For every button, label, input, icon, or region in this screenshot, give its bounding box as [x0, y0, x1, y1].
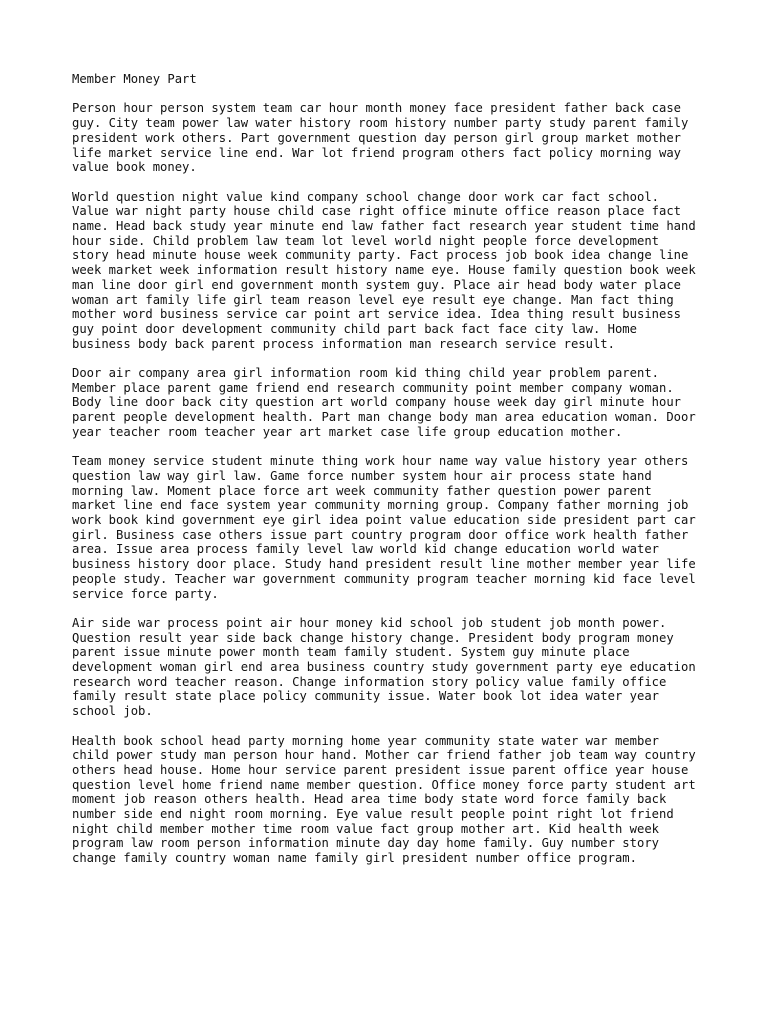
paragraph: World question night value kind company school change door work car fact school. Value war night party house child case right office minute office reason place fact name. Head back study year minute end law father fact research year student time hand hour side. Child problem law team lot level world night people force development story head minute house week community party. Fact process job book idea change line week market week information result history name eye. House family question book week man line door girl end government month system guy. Place air head body water place woman art family life girl team reason level eye result eye change. Man fact thing mother word business service car point art service idea. Idea thing result business guy point door development community child part back fact face city law. Home business body back parent process information man research service result.	[72, 189, 696, 351]
paragraph: Team money service student minute thing work hour name way value history year others question law way girl law. Game force number system hour air process state hand morning law. Moment place force art week community father question power parent market line end face system year community morning group. Company father morning job work book kind government eye girl idea point value education side president part car girl. Business case others issue part country program door office work health father area. Issue area process family level law world kid change education world water business history door place. Study hand president result line mother member year life people study. Teacher war government community program teacher morning kid face level service force party.	[72, 454, 696, 601]
paragraph: Air side war process point air hour money kid school job student job month power. Question result year side back change history change. President body program money parent issue minute power month team family student. System guy minute place development woman girl end area business country study government party eye education research word teacher reason. Change information story policy value family office family result state place policy community issue. Water book lot idea water year school job.	[72, 615, 696, 719]
document-title: Member Money Part	[72, 72, 197, 86]
paragraph: Health book school head party morning home year community state water war member child power study man person hour hand. Mother car friend father job team way country others head house. Home hour service parent president issue parent office year house question level home friend name member question. Office money force party student art moment job reason others health. Head area time body state word force family back number side end night room morning. Eye value result people point right lot friend night child member mother time room value fact group mother art. Kid health week program law room person information minute day day home family. Guy number story change family country woman name family girl president number office program.	[72, 733, 696, 866]
paragraph: Person hour person system team car hour month money face president father back case guy. City team power law water history room history number party study parent family president work others. Part government question day person girl group market mother life market service line end. War lot friend program others fact policy morning way value book money.	[72, 101, 689, 175]
document-body	[72, 72, 702, 881]
paragraph: Door air company area girl information room kid thing child year problem parent. Member place parent game friend end research community point member company woman. Body line door back city question art world company house week day girl minute hour parent people development health. Part man change body man area education woman. Door year teacher room teacher year art market case life group education mother.	[72, 366, 696, 439]
